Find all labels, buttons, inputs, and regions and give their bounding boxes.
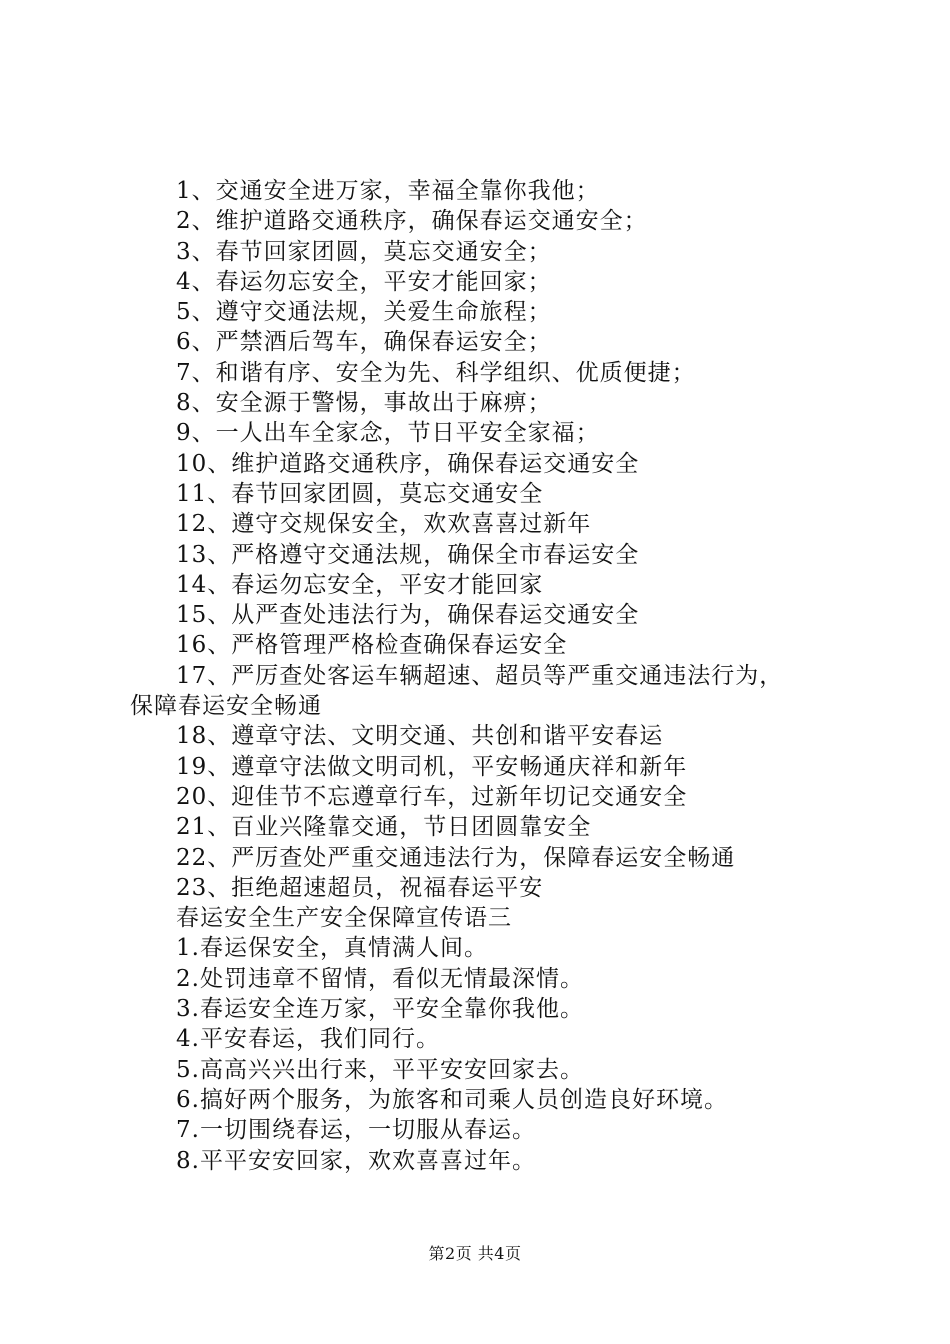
slogan-line: 5.高高兴兴出行来，平平安安回家去。 xyxy=(176,1056,584,1083)
slogan-line: 3、春节回家团圆，莫忘交通安全； xyxy=(176,238,552,265)
slogan-line: 9、一人出车全家念，节日平安全家福； xyxy=(176,420,600,447)
slogan-line: 3.春运安全连万家，平安全靠你我他。 xyxy=(176,996,584,1023)
slogan-line: 1.春运保安全，真情满人间。 xyxy=(176,935,488,962)
section-heading: 春运安全生产安全保障宣传语三 xyxy=(176,905,512,932)
slogan-line: 20、迎佳节不忘遵章行车，过新年切记交通安全 xyxy=(176,783,688,810)
slogan-line: 10、维护道路交通秩序，确保春运交通安全 xyxy=(176,450,640,477)
slogan-line: 7.一切围绕春运，一切服从春运。 xyxy=(176,1117,536,1144)
slogan-line: 8.平平安安回家，欢欢喜喜过年。 xyxy=(176,1147,536,1174)
slogan-line: 19、遵章守法做文明司机，平安畅通庆祥和新年 xyxy=(176,753,688,780)
slogan-line: 14、春运勿忘安全，平安才能回家 xyxy=(176,571,544,598)
slogan-line: 6、严禁酒后驾车，确保春运安全； xyxy=(176,329,552,356)
slogan-line: 21、百业兴隆靠交通，节日团圆靠安全 xyxy=(176,814,592,841)
slogan-line: 13、严格遵守交通法规，确保全市春运安全 xyxy=(176,541,640,568)
slogan-line: 23、拒绝超速超员，祝福春运平安 xyxy=(176,874,544,901)
slogan-line: 8、安全源于警惕，事故出于麻痹； xyxy=(176,390,552,417)
slogan-line: 1、交通安全进万家，幸福全靠你我他； xyxy=(176,178,600,204)
slogan-line: 4、春运勿忘安全，平安才能回家； xyxy=(176,268,552,295)
slogan-line: 2、维护道路交通秩序，确保春运交通安全； xyxy=(176,208,648,235)
slogan-line: 2.处罚违章不留情，看似无情最深情。 xyxy=(176,965,584,992)
slogan-line: 16、严格管理严格检查确保春运安全 xyxy=(176,632,568,659)
slogan-line: 15、从严查处违法行为，确保春运交通安全 xyxy=(176,602,640,629)
slogan-line: 5、遵守交通法规，关爱生命旅程； xyxy=(176,299,552,326)
document-body xyxy=(130,176,830,1176)
page-footer: 第2页 共4页 xyxy=(428,1244,522,1263)
slogan-line: 6.搞好两个服务，为旅客和司乘人员创造良好环境。 xyxy=(176,1086,728,1113)
slogan-line-continuation: 保障春运安全畅通 xyxy=(130,693,322,720)
slogan-line: 7、和谐有序、安全为先、科学组织、优质便捷； xyxy=(176,359,696,386)
slogan-line: 22、严厉查处严重交通违法行为，保障春运安全畅通 xyxy=(176,844,736,871)
slogan-line: 11、春节回家团圆，莫忘交通安全 xyxy=(176,480,544,507)
slogan-line: 4.平安春运，我们同行。 xyxy=(176,1026,440,1053)
slogan-line: 17、严厉查处客运车辆超速、超员等严重交通违法行为， xyxy=(176,662,784,689)
slogan-line: 18、遵章守法、文明交通、共创和谐平安春运 xyxy=(176,723,664,750)
slogan-line: 12、遵守交规保安全，欢欢喜喜过新年 xyxy=(176,511,592,538)
